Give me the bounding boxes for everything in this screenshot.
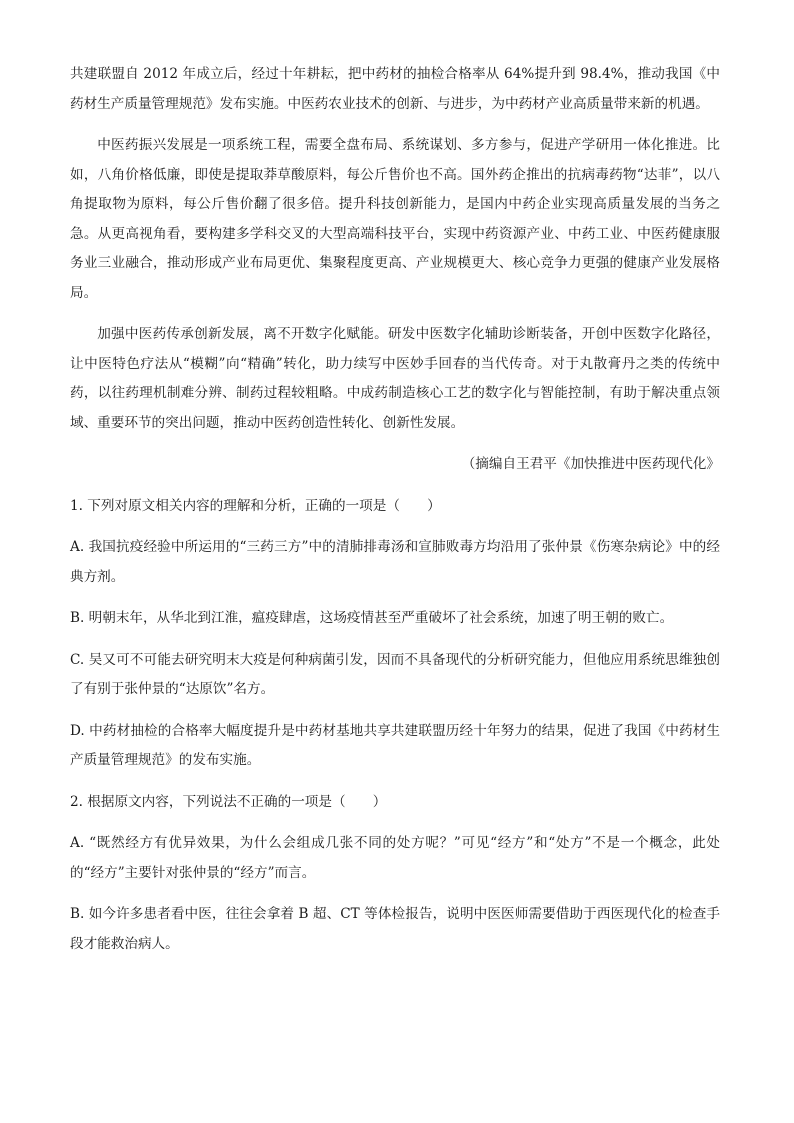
question-1-option-b: B. 明朝末年，从华北到江淮，瘟疫肆虐，这场疫情甚至严重破坏了社会系统，加速了明王朝的败亡。 <box>70 610 674 626</box>
question-1-option-d: D. 中药材抽检的合格率大幅度提升是中药材基地共享共建联盟历经十年努力的结果，促进了我国《中药材生产质量管理规范》的发布实施。 <box>70 722 720 768</box>
question-1-stem: 1. 下列对原文相关内容的理解和分析，正确的一项是（ ） <box>70 497 441 514</box>
question-1-option-c: C. 吴又可不可能去研究明末大疫是何种病菌引发，因而不具备现代的分析研究能力，但他应用系统思维独创了有别于张仲景的“达原饮”名方。 <box>70 651 720 697</box>
passage-source: （摘编自王君平《加快推进中医药现代化》 <box>461 456 720 472</box>
question-2-stem: 2. 根据原文内容，下列说法不正确的一项是（ ） <box>70 793 387 810</box>
passage-paragraph-3: 加强中医药传承创新发展，离不开数字化赋能。研发中医数字化辅助诊断装备，开创中医数字化路径，让中医特色疗法从“模糊”向“精确”转化，助力续写中医妙手回春的当代传奇。对于丸散膏丹之类的传统中药，以往药理机制难分辨、制药过程较粗略。中成药制造核心工艺的数字化与智能控制，有助于解决重点领域、重要环节的突出问题，推动中医药创造性转化、创新性发展。 <box>70 326 720 431</box>
question-1-option-a: A. 我国抗疫经验中所运用的“三药三方”中的清肺排毒汤和宣肺败毒方均沿用了张仲景《伤寒杂病论》中的经典方剂。 <box>70 539 720 585</box>
question-2-option-a: A. “既然经方有优异效果，为什么会组成几张不同的处方呢？”可见“经方”和“处方”不是一个概念，此处的“经方”主要针对张仲景的“经方”而言。 <box>70 835 720 881</box>
document-page <box>70 60 720 971</box>
passage-paragraph-1: 共建联盟自 2012 年成立后，经过十年耕耘，把中药材的抽检合格率从 64%提升到 98.4%，推动我国《中药材生产质量管理规范》发布实施。中医药农业技术的创新、与进步，为中药材产业高质量带来新的机遇。 <box>70 66 720 112</box>
passage-paragraph-2: 中医药振兴发展是一项系统工程，需要全盘布局、系统谋划、多方参与，促进产学研用一体化推进。比如，八角价格低廉，即使是提取莽草酸原料，每公斤售价也不高。国外药企推出的抗病毒药物“达菲”，以八角提取物为原料，每公斤售价翻了很多倍。提升科技创新能力，是国内中药企业实现高质量发展的当务之急。从更高视角看，要构建多学科交叉的大型高端科技平台，实现中药资源产业、中药工业、中医药健康服务业三业融合，推动形成产业布局更优、集聚程度更高、产业规模更大、核心竞争力更强的健康产业发展格局。 <box>70 137 720 301</box>
question-2-option-b: B. 如今许多患者看中医，往往会拿着 B 超、CT 等体检报告，说明中医医师需要借助于西医现代化的检查手段才能救治病人。 <box>70 906 720 952</box>
